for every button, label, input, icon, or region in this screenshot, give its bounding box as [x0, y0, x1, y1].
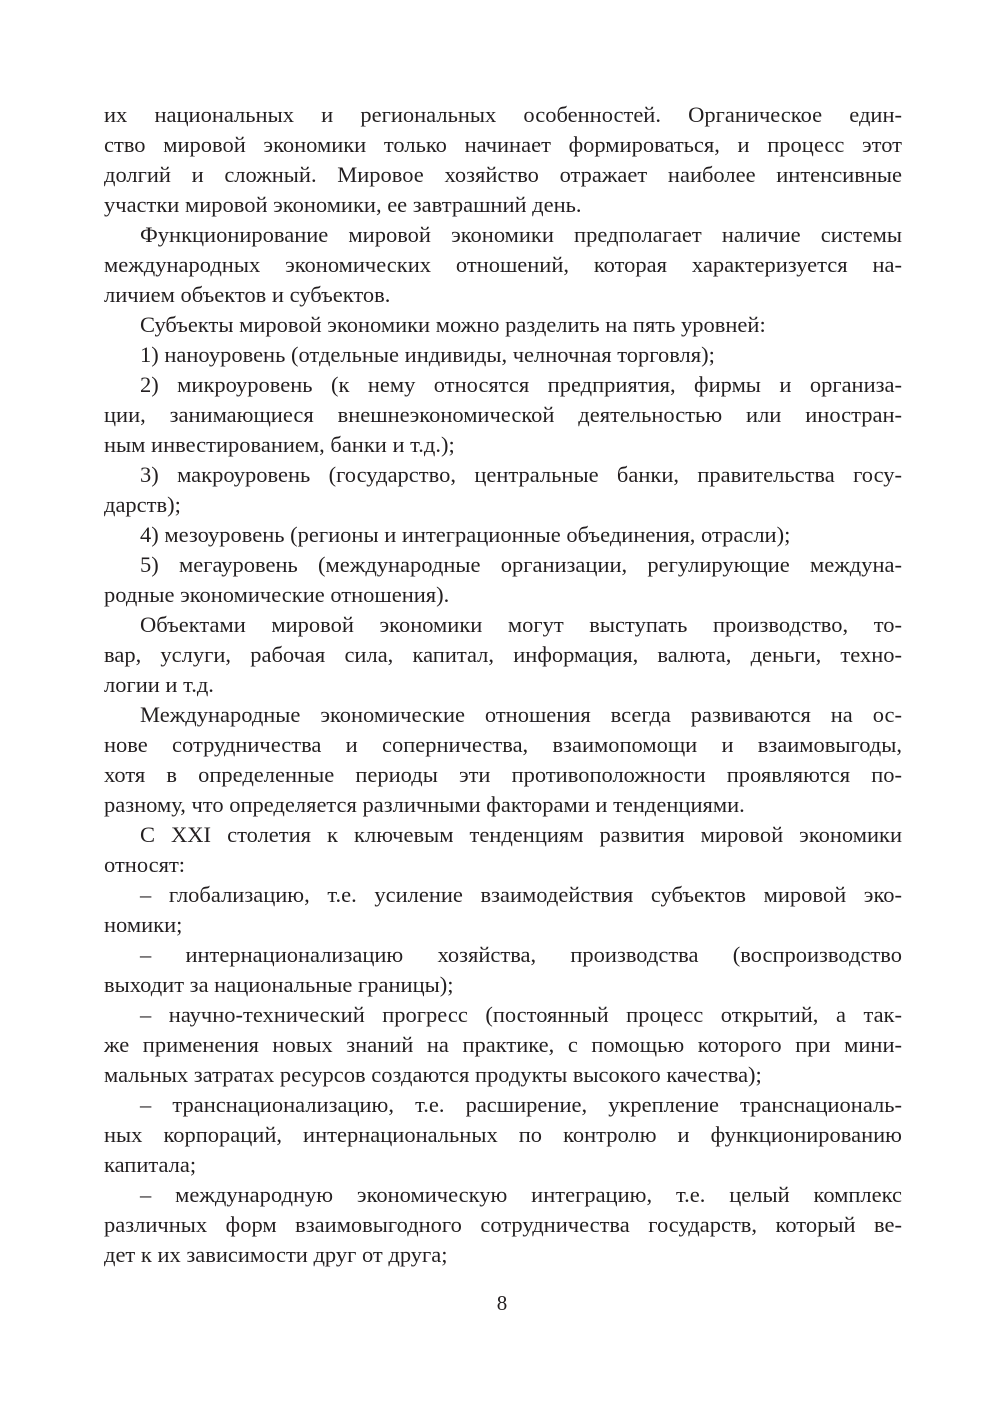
paragraph [104, 700, 902, 820]
text-line: номики; [104, 912, 183, 937]
text-line: же применения новых знаний на практике, с помощью которого при мини- [104, 1032, 902, 1057]
text-line: родные экономические отношения). [104, 582, 450, 607]
text-line: их национальных и региональных особенностей. Органическое един- [104, 102, 902, 127]
text-line: мальных затратах ресурсов создаются продукты высокого качества); [104, 1062, 762, 1087]
text-line: – глобализацию, т.е. усиление взаимодействия субъектов мировой эко- [140, 882, 902, 907]
text-line: международных экономических отношений, которая характеризуется на- [104, 252, 902, 277]
paragraph [104, 1180, 902, 1270]
text-line: – транснационализацию, т.е. расширение, укрепление транснациональ- [140, 1092, 902, 1117]
text-line: участки мировой экономики, ее завтрашний день. [104, 192, 582, 217]
text-line: Субъекты мировой экономики можно разделить на пять уровней: [140, 312, 766, 337]
paragraph [104, 880, 902, 940]
text-line: капитала; [104, 1152, 197, 1177]
body-text [104, 100, 902, 1270]
paragraph [104, 820, 902, 880]
text-line: личием объектов и субъектов. [104, 282, 391, 307]
paragraph [104, 340, 902, 370]
text-line: различных форм взаимовыгодного сотрудничества государств, который ве- [104, 1212, 902, 1237]
text-line: ным инвестированием, банки и т.д.); [104, 432, 455, 457]
text-line: 4) мезоуровень (регионы и интеграционные объединения, отрасли); [140, 522, 791, 547]
text-line: – интернационализацию хозяйства, производства (воспроизводство [140, 942, 902, 967]
text-line: ство мировой экономики только начинает формироваться, и процесс этот [104, 132, 902, 157]
text-line: логии и т.д. [104, 672, 214, 697]
text-line: 1) наноуровень (отдельные индивиды, челночная торговля); [140, 342, 715, 367]
text-line: С XXI столетия к ключевым тенденциям развития мировой экономики [140, 822, 902, 847]
text-line: ных корпораций, интернациональных по контролю и функционированию [104, 1122, 902, 1147]
paragraph [104, 370, 902, 460]
text-line: 3) макроуровень (государство, центральные банки, правительства госу- [140, 462, 902, 487]
paragraph [104, 310, 902, 340]
text-line: разному, что определяется различными факторами и тенденциями. [104, 792, 745, 817]
paragraph [104, 940, 902, 1000]
text-line: 2) микроуровень (к нему относятся предприятия, фирмы и организа- [140, 372, 902, 397]
paragraph [104, 1090, 902, 1180]
text-line: Функционирование мировой экономики предполагает наличие системы [140, 222, 902, 247]
text-line: выходит за национальные границы); [104, 972, 454, 997]
paragraph [104, 220, 902, 310]
paragraph [104, 610, 902, 700]
text-line: ции, занимающиеся внешнеэкономической деятельностью или иностран- [104, 402, 902, 427]
paragraph [104, 550, 902, 610]
text-line: 5) мегауровень (международные организации, регулирующие междуна- [140, 552, 902, 577]
text-line: – международную экономическую интеграцию, т.е. целый комплекс [140, 1182, 902, 1207]
paragraph [104, 520, 902, 550]
text-line: хотя в определенные периоды эти противоположности проявляются по- [104, 762, 902, 787]
text-line: относят: [104, 852, 186, 877]
text-line: вар, услуги, рабочая сила, капитал, информация, валюта, деньги, техно- [104, 642, 902, 667]
text-line: дарств); [104, 492, 181, 517]
text-line: – научно-технический прогресс (постоянный процесс открытий, а так- [140, 1002, 902, 1027]
paragraph [104, 1000, 902, 1090]
page-number: 8 [496, 1291, 508, 1315]
text-line: Объектами мировой экономики могут выступать производство, то- [140, 612, 902, 637]
text-line: Международные экономические отношения всегда развиваются на ос- [140, 702, 902, 727]
text-line: дет к их зависимости друг от друга; [104, 1242, 448, 1267]
paragraph [104, 460, 902, 520]
text-line: нове сотрудничества и соперничества, взаимопомощи и взаимовыгоды, [104, 732, 902, 757]
text-line: долгий и сложный. Мировое хозяйство отражает наиболее интенсивные [104, 162, 902, 187]
paragraph [104, 100, 902, 220]
